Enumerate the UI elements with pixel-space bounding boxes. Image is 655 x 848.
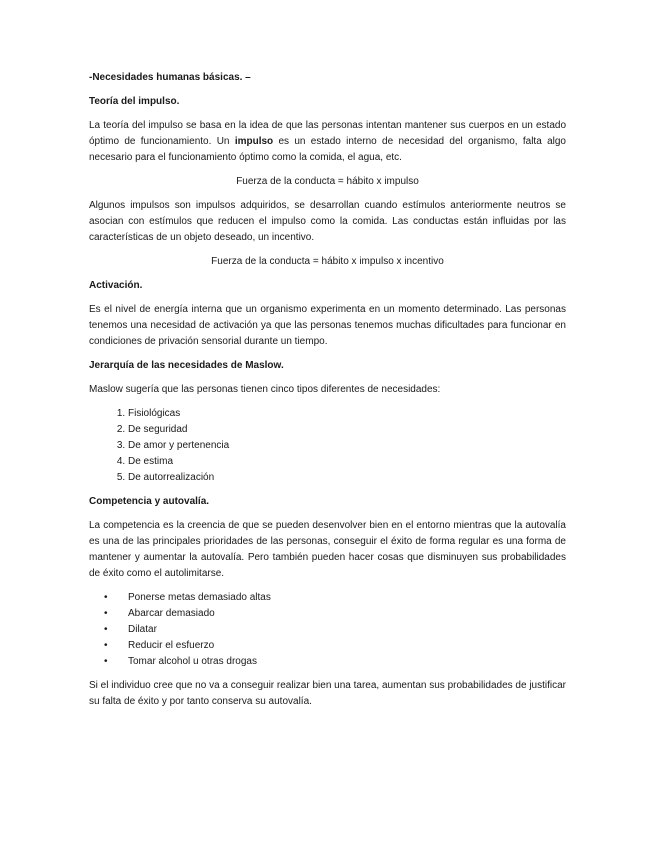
behaviors-list [89, 590, 566, 670]
heading-teoria-impulso: Teoría del impulso. [89, 96, 180, 107]
bold-term-impulso: impulso [234, 136, 274, 147]
list-item: • Tomar alcohol u otras drogas [128, 654, 566, 670]
document-body [89, 70, 566, 718]
list-item: • Abarcar demasiado [128, 606, 566, 622]
list-item: 5. De autorrealización [128, 470, 566, 486]
document-title: -Necesidades humanas básicas. – [89, 72, 251, 83]
paragraph-conclusion: Si el individuo cree que no va a conseguir realizar bien una tarea, aumentan sus probabilidades de justificar su falta de éxito y por tanto conserva su autovalía. [89, 680, 566, 707]
paragraph-maslow: Maslow sugería que las personas tienen cinco tipos diferentes de necesidades: [89, 384, 441, 395]
heading-activacion: Activación. [89, 280, 143, 291]
formula-2: Fuerza de la conducta = hábito x impulso x incentivo [211, 256, 444, 267]
paragraph-impulsos-adquiridos: Algunos impulsos son impulsos adquiridos, se desarrollan cuando estímulos anteriormente neutros se asocian con estímulos que reducen el impulso como la comida. Las conductas están influidas por las características de un objeto deseado, un incentivo. [89, 200, 566, 243]
paragraph-activacion: Es el nivel de energía interna que un organismo experimenta en un momento determinado. Las personas tenemos una necesidad de activación ya que las personas tenemos muchas dificultades para funcionar en condiciones de privación sensorial durante un tiempo. [89, 304, 566, 347]
list-item: 1. Fisiológicas [128, 406, 566, 422]
list-item: 4. De estima [128, 454, 566, 470]
paragraph-teoria-impulso [89, 118, 566, 166]
list-item: • Ponerse metas demasiado altas [128, 590, 566, 606]
heading-competencia: Competencia y autovalía. [89, 496, 210, 507]
paragraph-text: es un estado interno de necesidad del organismo, falta algo necesario para el funcionamiento óptimo como la comida, el agua, etc. [89, 136, 566, 163]
paragraph-text: La teoría del impulso se basa en la idea de que las personas intentan mantener sus cuerpos en un estado óptimo de funcionamiento. Un [89, 120, 566, 147]
list-item: • Reducir el esfuerzo [128, 638, 566, 654]
list-item: 3. De amor y pertenencia [128, 438, 566, 454]
needs-list [89, 406, 566, 486]
formula-1: Fuerza de la conducta = hábito x impulso [236, 176, 419, 187]
paragraph-competencia: La competencia es la creencia de que se pueden desenvolver bien en el entorno mientras que la autovalía es una de las principales prioridades de las personas, conseguir el éxito de forma regular es una forma de mantener y aumentar la autovalía. Pero también pueden hacer cosas que disminuyen sus probabilidades de éxito como el autolimitarse. [89, 520, 566, 579]
list-item: • Dilatar [128, 622, 566, 638]
heading-maslow: Jerarquía de las necesidades de Maslow. [89, 360, 284, 371]
list-item: 2. De seguridad [128, 422, 566, 438]
